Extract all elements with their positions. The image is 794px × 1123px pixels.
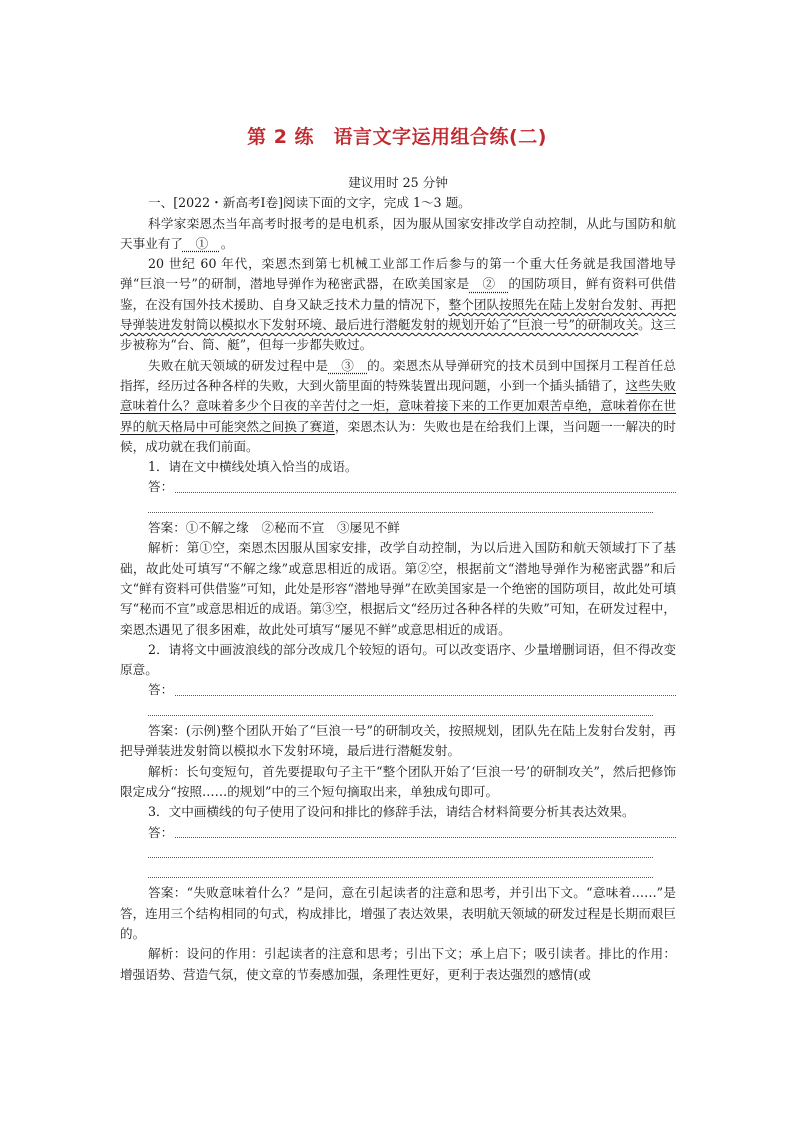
answer-line-1[interactable] <box>120 477 676 497</box>
analysis-2: 解析：长句变短句，首先要提取句子主干“整个团队开始了‘巨浪一号’的研制攻关”，然后把修饰限定成分“按照……的规划”中的三个短句摘取出来，单独成句即可。 <box>120 763 676 799</box>
analysis-3: 解析：设问的作用：引起读者的注意和思考；引出下文；承上启下；吸引读者。排比的作用：增强语势、营造气氛，使文章的节奏感加强，条理性更好，更利于表达强烈的感情(或 <box>120 946 676 982</box>
question-1: 1．请在文中横线处填入恰当的成语。 <box>148 459 358 475</box>
answer-3: 答案：“失败意味着什么？”是问，意在引起读者的注意和思考，并引出下文。“意味着……”是答，连用三个结构相同的句式，构成排比，增强了表达效果，表明航天领域的研发过程是长期而艰巨的。 <box>120 885 676 941</box>
answer-line-2[interactable] <box>120 680 676 700</box>
question-2: 2．请将文中画波浪线的部分改成几个较短的语句。可以改变语序、少量增删词语，但不得改变原意。 <box>120 641 676 678</box>
wavy-underlined-sentence: 整个团队按照先在陆上发射台发射、再把导弹装进发射筒以模拟水下发射环境、最后进行潜艇发射的规划开始了“巨浪一号”的研制攻关 <box>120 296 677 333</box>
page-title: 第 2 练 语言文字运用组合练(二) <box>247 126 547 148</box>
document-body <box>120 173 676 985</box>
passage-paragraph-1: 科学家栾恩杰当年高考时报考的是电机系，因为服从国家安排改学自动控制，从此与国防和航天事业有了 ① 。 <box>120 215 676 251</box>
answer-prompt-3: 答： <box>148 824 174 840</box>
answer-prompt-2: 答： <box>148 682 174 698</box>
underlined-sentence: 这些失败意味着什么？意味着多少个日夜的辛苦付之一炬，意味着接下来的工作更加艰苦卓绝，意味着你在世界的航天格局中可能突然之间换了赛道 <box>120 377 677 434</box>
answer-1: 答案：①不解之缘 ②秘而不宣 ③屡见不鲜 <box>148 520 400 536</box>
answer-line-1b[interactable] <box>120 498 676 518</box>
time-suggestion: 建议用时 25 分钟 <box>348 175 448 190</box>
section-heading: 一、[2022・新高考Ⅰ卷]阅读下面的文字，完成 1～3 题。 <box>148 195 471 211</box>
answer-line-2b[interactable] <box>120 701 676 721</box>
question-3: 3．文中画横线的句子使用了设问和排比的修辞手法，请结合材料简要分析其表达效果。 <box>148 804 635 820</box>
answer-2: 答案：(示例)整个团队开始了“巨浪一号”的研制攻关，按照规划，团队先在陆上发射台发射，再把导弹装进发射筒以模拟水下发射环境，最后进行潜艇发射。 <box>120 723 676 759</box>
answer-line-3c[interactable] <box>120 863 676 883</box>
passage-paragraph-3: 失败在航天领域的研发过程中是 ③ 的。栾恩杰从导弹研究的技术员到中国探月工程首任总指挥，经历过各种各样的失败，大到火箭里面的特殊装置出现问题，小到一个插头插错了，这些失败意味着什么？意味着多少个日夜的辛苦付之一炬，意味着接下来的工作更加艰苦卓绝，意味着你在世界的航天格局中可能突然之间换了赛道，栾恩杰认为：失败也是在给我们上课，当问题一一解决的时候，成功就在我们前面。 <box>120 357 677 454</box>
blank-2: ② <box>469 276 509 292</box>
passage-paragraph-2: 20 世纪 60 年代，栾恩杰到第七机械工业部工作后参与的第一个重大任务就是我国潜地导弹“巨浪一号”的研制，潜地导弹作为秘密武器，在欧美国家是 ② 的国防项目，鲜有资料可供借鉴，在没有国外技术援助、自身又缺乏技术力量的情况下，整个团队按照先在陆上发射台发射、再把导弹装进发射筒以模拟水下发射环境、最后进行潜艇发射的规划开始了“巨浪一号”的研制攻关。这三步被称为“台、筒、艇”，但每一步都失败过。 <box>120 256 677 353</box>
answer-line-3[interactable] <box>120 823 676 843</box>
blank-3: ③ <box>328 357 368 373</box>
analysis-1: 解析：第①空，栾恩杰因服从国家安排，改学自动控制，为以后进入国防和航天领域打下了基础，故此处可填写“不解之缘”或意思相近的成语。第②空，根据前文“潜地导弹作为秘密武器”和后文“鲜有资料可供借鉴”可知，此处是形容“潜地导弹”在欧美国家是一个绝密的国防项目，故此处可填写“秘而不宣”或意思相近的成语。第③空，根据后文“经历过各种各样的失败”可知，在研发过程中，栾恩杰遇见了很多困难，故此处可填写“屡见不鲜”或意思相近的成语。 <box>120 540 676 637</box>
answer-prompt-1: 答： <box>148 479 174 495</box>
answer-line-3b[interactable] <box>120 843 676 863</box>
blank-1: ① <box>182 235 221 251</box>
